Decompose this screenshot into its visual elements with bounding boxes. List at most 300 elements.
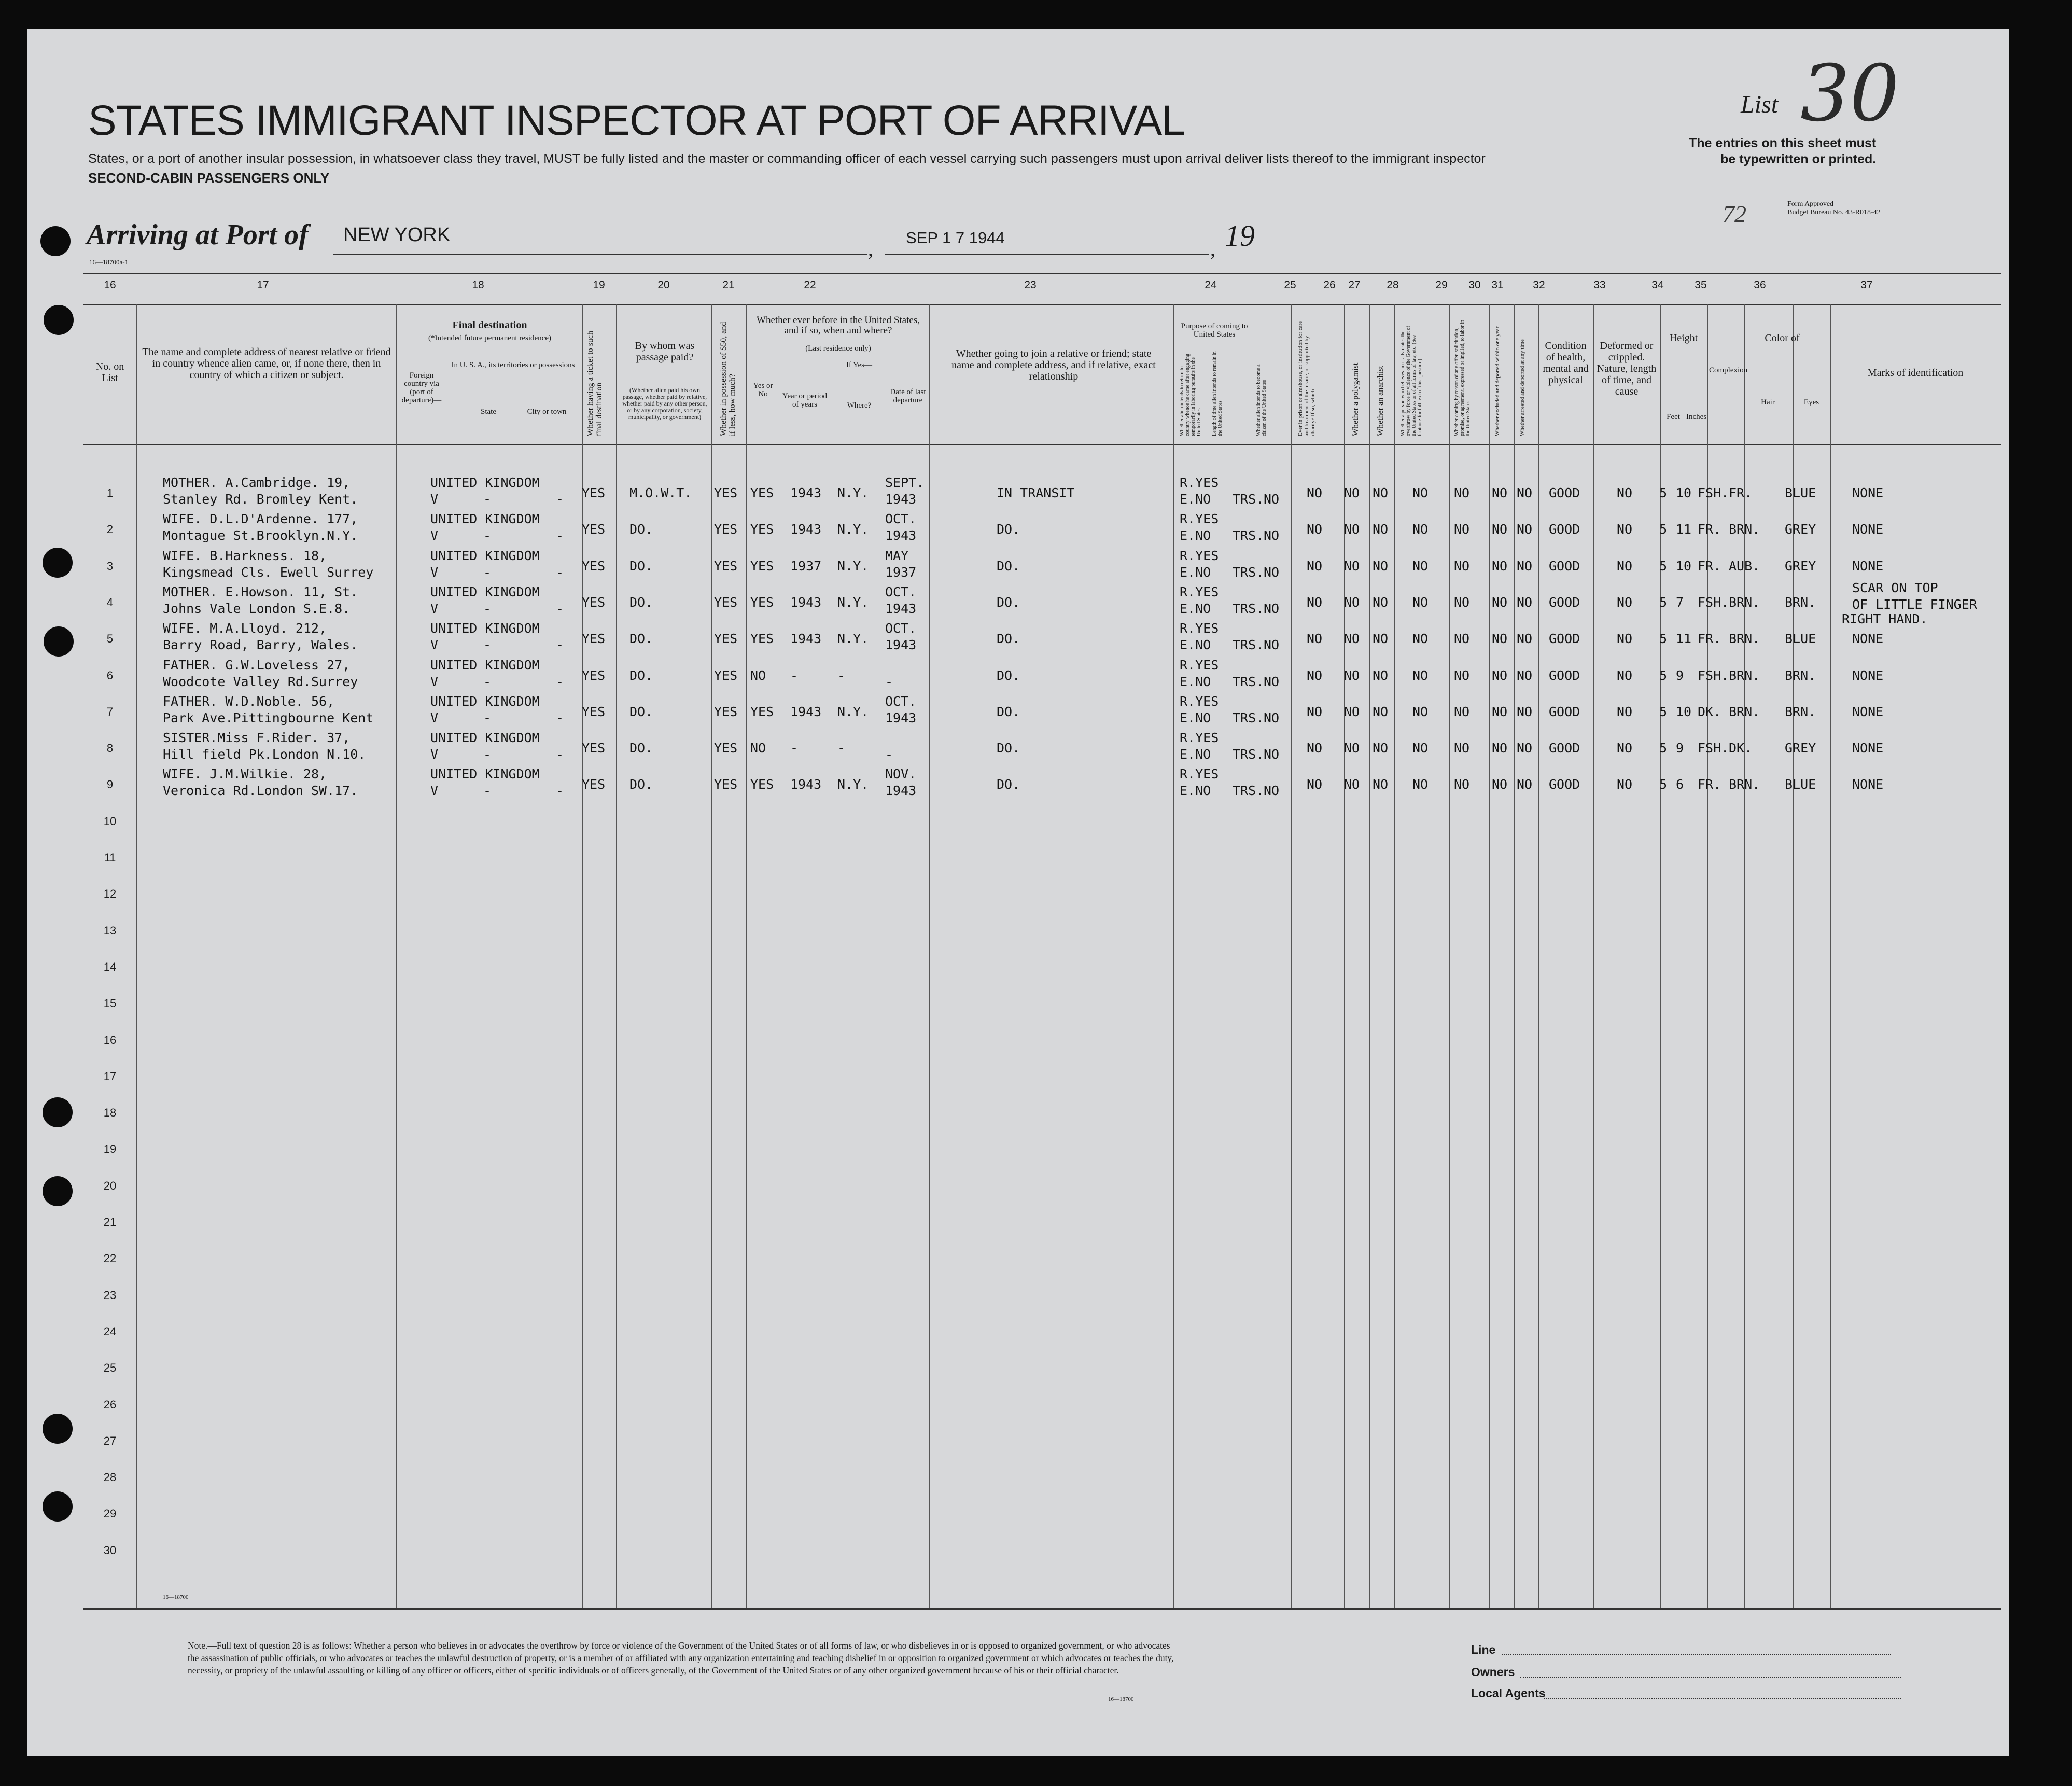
cell-hair: FR. — [1729, 485, 1753, 500]
column-number: 26 — [1323, 279, 1336, 291]
header-city-or-town: City or town — [527, 408, 567, 416]
cell-where: N.Y. — [837, 485, 869, 500]
cell-q28: NO — [1412, 704, 1429, 719]
column-rule — [136, 304, 137, 1608]
cell-year: 1943 — [790, 777, 822, 792]
cell-deformed: NO — [1617, 485, 1633, 500]
cell-pur1: R.YES — [1180, 584, 1219, 599]
row-number: 27 — [103, 1434, 117, 1447]
cell-pur4: NO — [1264, 783, 1280, 799]
form-approved-line: Form Approved — [1787, 200, 1834, 208]
cell-money: YES — [714, 558, 738, 574]
cell-ticket: YES — [582, 741, 606, 756]
cell-q27: NO — [1373, 485, 1389, 500]
cell-dest1: UNITED KINGDOM — [430, 584, 540, 599]
cell-complexion: FR. — [1698, 631, 1721, 647]
row-number: 10 — [103, 814, 117, 828]
cell-rel2: Montague St.Brooklyn.N.Y. — [163, 528, 358, 543]
punch-hole-icon — [40, 226, 71, 256]
cell-pur4: NO — [1264, 601, 1280, 616]
cell-q27: NO — [1373, 704, 1389, 719]
cell-eyes: BRN. — [1785, 667, 1816, 683]
cell-state: - — [483, 564, 492, 580]
cell-join: DO. — [997, 631, 1020, 647]
cell-pur3: TRS. — [1233, 783, 1264, 799]
header-date-last-departure: Date of last departure — [890, 388, 926, 404]
cell-q25: NO — [1307, 667, 1323, 683]
header-condition: Condition of health, mental and physical — [1543, 340, 1589, 386]
cell-ticket: YES — [582, 704, 606, 719]
header-inches: Inches — [1686, 413, 1707, 421]
row-number: 6 — [106, 668, 114, 682]
owners-signature-line — [1520, 1677, 1901, 1678]
cell-deformed: NO — [1617, 741, 1633, 756]
cell-feet: 5 — [1659, 741, 1668, 756]
row-number: 11 — [104, 851, 116, 864]
cell-q30: NO — [1492, 741, 1508, 756]
cell-pur3: TRS. — [1233, 747, 1264, 762]
cell-ticket: YES — [582, 594, 606, 610]
column-rule — [1593, 304, 1594, 1608]
cell-marks: NONE — [1852, 741, 1884, 756]
list-label: List — [1741, 91, 1779, 118]
local-agents-label: Local Agents — [1471, 1686, 1546, 1700]
row-number: 18 — [103, 1106, 117, 1120]
punch-hole-icon — [44, 305, 74, 335]
cell-pur3: TRS. — [1233, 528, 1264, 543]
row-number: 3 — [106, 559, 114, 573]
cell-dest2: V — [430, 528, 439, 543]
header-color-of: Color of— — [1765, 332, 1810, 344]
cell-q31: NO — [1517, 667, 1533, 683]
cell-dep1: OCT. — [885, 511, 917, 527]
cell-q30: NO — [1492, 667, 1508, 683]
cell-q30: NO — [1492, 558, 1508, 574]
cell-pur1: R.YES — [1180, 657, 1219, 673]
port-value: NEW YORK — [343, 224, 451, 246]
punch-hole-icon — [43, 1176, 73, 1206]
cell-join: DO. — [997, 558, 1020, 574]
cell-where: N.Y. — [837, 777, 869, 792]
cell-q25: NO — [1307, 594, 1323, 610]
header-before-in-us: Whether ever before in the United States, and if so, when and where? — [757, 315, 920, 336]
row-number: 20 — [103, 1179, 117, 1192]
cell-rel2: Hill field Pk.London N.10. — [163, 747, 366, 762]
cell-feet: 5 — [1659, 522, 1668, 537]
cell-ticket: YES — [582, 777, 606, 792]
cell-q25: NO — [1307, 558, 1323, 574]
column-number: 22 — [804, 279, 816, 291]
cell-ticket: YES — [582, 485, 606, 500]
line-signature-line — [1502, 1654, 1891, 1655]
column-number: 16 — [104, 279, 116, 291]
cell-dep2: 1943 — [885, 783, 917, 799]
cell-eyes: GREY — [1785, 741, 1816, 756]
row-number: 30 — [103, 1543, 117, 1557]
row-number: 24 — [103, 1324, 117, 1338]
header-polygamist: Whether a polygamist — [1351, 362, 1360, 436]
row-number: 29 — [103, 1507, 117, 1520]
column-rule — [1291, 304, 1292, 1608]
header-in-usa: In U. S. A., its territories or possessions — [451, 361, 575, 369]
column-number: 27 — [1348, 279, 1361, 291]
cell-q26: NO — [1344, 558, 1360, 574]
cell-dest1: UNITED KINGDOM — [430, 621, 540, 636]
cell-dest1: UNITED KINGDOM — [430, 475, 540, 490]
cell-year: 1943 — [790, 631, 822, 647]
column-rule — [1369, 304, 1370, 1608]
cell-dest2: V — [430, 710, 439, 725]
row-number: 2 — [106, 523, 114, 536]
cell-q29: NO — [1454, 631, 1470, 647]
cell-eyes: GREY — [1785, 522, 1816, 537]
cell-inches: 11 — [1676, 631, 1692, 647]
column-number: 29 — [1435, 279, 1448, 291]
cell-state: - — [483, 783, 492, 799]
cell-dest1: UNITED KINGDOM — [430, 657, 540, 673]
cell-deformed: NO — [1617, 594, 1633, 610]
cell-state: - — [483, 601, 492, 616]
cell-q28: NO — [1412, 594, 1429, 610]
page-number: 72 — [1723, 201, 1746, 227]
cell-dep2: - — [885, 674, 893, 689]
form-title: STATES IMMIGRANT INSPECTOR AT PORT OF ARRIVAL — [88, 97, 1185, 144]
cell-hair: BRN. — [1729, 522, 1760, 537]
cell-paid: DO. — [629, 522, 653, 537]
cell-money: YES — [714, 631, 738, 647]
cell-feet: 5 — [1659, 704, 1668, 719]
row-number: 1 — [106, 486, 114, 499]
cell-inches: 9 — [1676, 667, 1684, 683]
cell-rel1: MOTHER. A.Cambridge. 19, — [163, 475, 351, 490]
cell-feet: 5 — [1659, 594, 1668, 610]
cell-dep2: - — [885, 747, 893, 762]
cell-pur1: R.YES — [1180, 548, 1219, 563]
cell-q26: NO — [1344, 485, 1360, 500]
cell-join: DO. — [997, 777, 1020, 792]
cell-pur4: NO — [1264, 492, 1280, 507]
cell-q31: NO — [1517, 594, 1533, 610]
column-number: 18 — [472, 279, 484, 291]
column-number: 19 — [593, 279, 605, 291]
cell-inches: 10 — [1676, 485, 1692, 500]
header-height: Height — [1669, 332, 1698, 344]
header-ticket: Whether having a ticket to such final destination — [586, 330, 604, 436]
header-yes-or-no: Yes or No — [753, 382, 773, 398]
cell-q30: NO — [1492, 704, 1508, 719]
header-joining-relative: Whether going to join a relative or friend; state name and complete address, and if relative, exact relationship — [951, 348, 1156, 382]
row-number: 14 — [103, 960, 117, 973]
cell-city: - — [556, 747, 564, 762]
column-number: 20 — [657, 279, 670, 291]
cell-pur2: E.NO — [1180, 783, 1211, 799]
column-number: 33 — [1593, 279, 1606, 291]
column-number: 24 — [1205, 279, 1217, 291]
cell-deformed: NO — [1617, 704, 1633, 719]
header-prison: Ever in prison or almshouse, or institution for care and treatment of the insane, or supported by charity? If so, which — [1297, 320, 1316, 436]
cell-dep1: OCT. — [885, 693, 917, 709]
cell-before: NO — [750, 667, 766, 683]
cell-where: N.Y. — [837, 558, 869, 574]
cell-before: YES — [750, 777, 774, 792]
cell-state: - — [483, 747, 492, 762]
cell-complexion: FSH. — [1698, 594, 1729, 610]
cell-pur2: E.NO — [1180, 674, 1211, 689]
cell-marks: NONE — [1852, 777, 1884, 792]
row-number: 9 — [106, 778, 114, 791]
port-line — [333, 254, 867, 255]
cell-q25: NO — [1307, 704, 1323, 719]
header-no-on-list: No. on List — [95, 361, 124, 384]
manifest-sheet — [27, 29, 2009, 1756]
cell-rel1: WIFE. B.Harkness. 18, — [163, 548, 327, 563]
cell-feet: 5 — [1659, 631, 1668, 647]
column-rule — [1449, 304, 1450, 1608]
cell-eyes: BRN. — [1785, 704, 1816, 719]
budget-bureau-line: Budget Bureau No. 43-R018-42 — [1787, 208, 1881, 216]
cell-rel1: WIFE. M.A.Lloyd. 212, — [163, 621, 327, 636]
column-number: 30 — [1468, 279, 1481, 291]
column-rule — [616, 304, 617, 1608]
punch-hole-icon — [43, 1414, 73, 1444]
cell-year: 1943 — [790, 522, 822, 537]
cell-pur1: R.YES — [1180, 693, 1219, 709]
cell-q31: NO — [1517, 558, 1533, 574]
cell-q25: NO — [1307, 485, 1323, 500]
cell-q27: NO — [1373, 667, 1389, 683]
cell-paid: DO. — [629, 558, 653, 574]
header-bottom-border — [83, 444, 2001, 445]
cell-q30: NO — [1492, 631, 1508, 647]
cell-health: GOOD — [1549, 558, 1580, 574]
cell-pur4: NO — [1264, 710, 1280, 725]
cell-hair: BRN. — [1729, 667, 1760, 683]
cell-q25: NO — [1307, 741, 1323, 756]
cell-complexion: FR. — [1698, 777, 1721, 792]
cell-q25: NO — [1307, 522, 1323, 537]
row-number: 19 — [103, 1142, 117, 1156]
cell-pur2: E.NO — [1180, 564, 1211, 580]
column-rule — [1394, 304, 1395, 1608]
header-eyes: Eyes — [1803, 398, 1819, 407]
cell-complexion: FR. — [1698, 522, 1721, 537]
cell-q25: NO — [1307, 777, 1323, 792]
cell-q28: NO — [1412, 667, 1429, 683]
cell-feet: 5 — [1659, 667, 1668, 683]
cell-rel1: FATHER. W.D.Noble. 56, — [163, 693, 335, 709]
cell-q27: NO — [1373, 631, 1389, 647]
cell-rel2: Johns Vale London S.E.8. — [163, 601, 351, 616]
punch-hole-icon — [44, 626, 74, 657]
cell-where: N.Y. — [837, 704, 869, 719]
cell-q25: NO — [1307, 631, 1323, 647]
column-rule — [746, 304, 747, 1608]
cell-join: DO. — [997, 741, 1020, 756]
cell-paid: M.O.W.T. — [629, 485, 692, 500]
cell-state: - — [483, 528, 492, 543]
cell-rel2: Woodcote Valley Rd.Surrey — [163, 674, 358, 689]
cell-dest2: V — [430, 492, 439, 507]
cell-q31: NO — [1517, 485, 1533, 500]
cell-pur1: R.YES — [1180, 511, 1219, 527]
entries-note-line: be typewritten or printed. — [1720, 152, 1877, 166]
column-number: 31 — [1491, 279, 1504, 291]
column-rule — [1173, 304, 1174, 1608]
cell-dep1: MAY — [885, 548, 909, 563]
cell-paid: DO. — [629, 631, 653, 647]
cell-marks: SCAR ON TOP — [1852, 580, 1938, 595]
row-number: 21 — [103, 1216, 117, 1229]
cell-eyes: BLUE — [1785, 485, 1816, 500]
cell-health: GOOD — [1549, 594, 1580, 610]
row-number: 28 — [103, 1471, 117, 1484]
column-number: 34 — [1651, 279, 1664, 291]
cell-where: N.Y. — [837, 631, 869, 647]
cell-feet: 5 — [1659, 558, 1668, 574]
cell-q27: NO — [1373, 777, 1389, 792]
cell-deformed: NO — [1617, 667, 1633, 683]
cell-deformed: NO — [1617, 777, 1633, 792]
column-number: 17 — [257, 279, 269, 291]
cell-year: 1943 — [790, 704, 822, 719]
year-prefix: 19 — [1225, 219, 1255, 253]
header-q29: Whether coming by reason of any offer, solicitation, promise, or agreement, expressed or implied, to labor in the United States — [1454, 319, 1471, 436]
cell-inches: 9 — [1676, 741, 1684, 756]
cell-q29: NO — [1454, 741, 1470, 756]
cell-marks: NONE — [1852, 631, 1884, 647]
cell-health: GOOD — [1549, 631, 1580, 647]
cell-q29: NO — [1454, 594, 1470, 610]
cell-q29: NO — [1454, 667, 1470, 683]
cell-q26: NO — [1344, 741, 1360, 756]
form-reference-bottom: 16—18700 — [163, 1594, 189, 1600]
cell-before: YES — [750, 522, 774, 537]
cell-pur3: TRS. — [1233, 674, 1264, 689]
cell-year: 1937 — [790, 558, 822, 574]
header-intended-residence: (*Intended future permanent residence) — [428, 334, 551, 342]
header-purpose: Purpose of coming to United States — [1181, 322, 1248, 339]
cell-join: IN TRANSIT — [997, 485, 1075, 500]
cell-pur3: TRS. — [1233, 710, 1264, 725]
cell-city: - — [556, 710, 564, 725]
cell-q30: NO — [1492, 485, 1508, 500]
cell-q31: NO — [1517, 704, 1533, 719]
cell-before: YES — [750, 594, 774, 610]
header-state: State — [481, 408, 496, 416]
cell-dep2: 1943 — [885, 492, 917, 507]
cell-q28: NO — [1412, 558, 1429, 574]
header-hair: Hair — [1761, 398, 1775, 407]
header-passage-paid-note: (Whether alien paid his own passage, whether paid by relative, whether paid by any other person, or by any corporation, society, municipality, or government) — [622, 386, 707, 421]
cell-ticket: YES — [582, 558, 606, 574]
row-number: 7 — [106, 705, 114, 718]
row-number: 26 — [103, 1398, 117, 1411]
cell-ticket: YES — [582, 522, 606, 537]
cell-inches: 10 — [1676, 704, 1692, 719]
cell-rel2: Stanley Rd. Bromley Kent. — [163, 492, 358, 507]
column-rule — [1538, 304, 1539, 1608]
cell-q26: NO — [1344, 594, 1360, 610]
cell-q27: NO — [1373, 558, 1389, 574]
header-marks: Marks of identification — [1867, 367, 1964, 379]
cell-state: - — [483, 674, 492, 689]
cell-q29: NO — [1454, 704, 1470, 719]
question-28-note: Note.—Full text of question 28 is as follows: Whether a person who believes in or advocates the overthrow by force or violence of the Government of the United States or of all forms of law, or who disbelieves in or is opposed to organized government, or who advocates the assassination of public officials, or who advocates or teaches the unlawful destruction of property, or is a member of or affiliated with any organization entertaining and teaching disbelief in or opposition to organized government or which advocates or teaches the duty, necessity, or propriety of the unlawful assaulting or killing of any officer or officers, either of specific individuals or of officers generally, of the Government of the United States or of any other organized government because of his or their official character. — [188, 1640, 1174, 1676]
cell-q26: NO — [1344, 631, 1360, 647]
cell-eyes: GREY — [1785, 558, 1816, 574]
cell-marks: NONE — [1852, 704, 1884, 719]
agents-signature-line — [1544, 1698, 1901, 1699]
cell-dest2: V — [430, 747, 439, 762]
comma: , — [1210, 237, 1215, 260]
header-q31: Whether arrested and deported at any time — [1519, 339, 1525, 436]
cell-health: GOOD — [1549, 704, 1580, 719]
cell-city: - — [556, 674, 564, 689]
owners-label: Owners — [1471, 1665, 1515, 1679]
row-number: 8 — [106, 742, 114, 755]
cell-dest1: UNITED KINGDOM — [430, 693, 540, 709]
cell-q26: NO — [1344, 777, 1360, 792]
column-number: 25 — [1284, 279, 1296, 291]
header-year-or-period: Year or period of years — [782, 392, 827, 409]
cell-pur4: NO — [1264, 637, 1280, 653]
cell-pur4: NO — [1264, 564, 1280, 580]
cell-q28: NO — [1412, 777, 1429, 792]
column-rule — [1514, 304, 1515, 1608]
cell-marks: NONE — [1852, 485, 1884, 500]
cell-pur1: R.YES — [1180, 730, 1219, 746]
cell-pur3: TRS. — [1233, 637, 1264, 653]
cell-complexion: FSH. — [1698, 741, 1729, 756]
header-complexion: Complexion — [1709, 366, 1748, 374]
cell-q27: NO — [1373, 594, 1389, 610]
cell-paid: DO. — [629, 741, 653, 756]
header-relative-address: The name and complete address of nearest relative or friend in country whence alien came, or, if none there, then in country of which a citizen or subject. — [142, 346, 391, 381]
cell-year: 1943 — [790, 485, 822, 500]
cell-health: GOOD — [1549, 485, 1580, 500]
cell-health: GOOD — [1549, 741, 1580, 756]
header-feet: Feet — [1667, 413, 1680, 421]
cell-q30: NO — [1492, 522, 1508, 537]
cell-rel1: MOTHER. E.Howson. 11, St. — [163, 584, 358, 599]
cell-money: YES — [714, 667, 738, 683]
cell-where: - — [837, 667, 846, 683]
column-number: 35 — [1695, 279, 1707, 291]
cell-rel2: Barry Road, Barry, Wales. — [163, 637, 358, 653]
form-reference-note: 16—18700 — [1108, 1696, 1134, 1703]
cell-money: YES — [714, 485, 738, 500]
cell-hair: AUB. — [1729, 558, 1760, 574]
cell-where: N.Y. — [837, 594, 869, 610]
cell-year: 1943 — [790, 594, 822, 610]
cell-hair: BRN. — [1729, 594, 1760, 610]
cell-eyes: BLUE — [1785, 631, 1816, 647]
cell-dest1: UNITED KINGDOM — [430, 766, 540, 782]
punch-hole-icon — [43, 1097, 73, 1127]
cell-q31: NO — [1517, 741, 1533, 756]
cell-marks: NONE — [1852, 558, 1884, 574]
cell-complexion: FSH. — [1698, 485, 1729, 500]
cell-q28: NO — [1412, 485, 1429, 500]
cell-marks2: OF LITTLE FINGER — [1852, 596, 1977, 612]
cell-q29: NO — [1454, 777, 1470, 792]
cell-pur3: TRS. — [1233, 564, 1264, 580]
cell-money: YES — [714, 522, 738, 537]
header-foreign-country: Foreign country via (port of departure)— — [401, 371, 442, 404]
cell-q29: NO — [1454, 485, 1470, 500]
intro-line: States, or a port of another insular possession, in whatsoever class they travel, MUST be fully listed and the master or commanding officer of each vessel carrying such passengers must upon arrival deliver lists thereof to the immigrant inspector — [88, 151, 1486, 166]
cell-complexion: DK. — [1698, 704, 1721, 719]
